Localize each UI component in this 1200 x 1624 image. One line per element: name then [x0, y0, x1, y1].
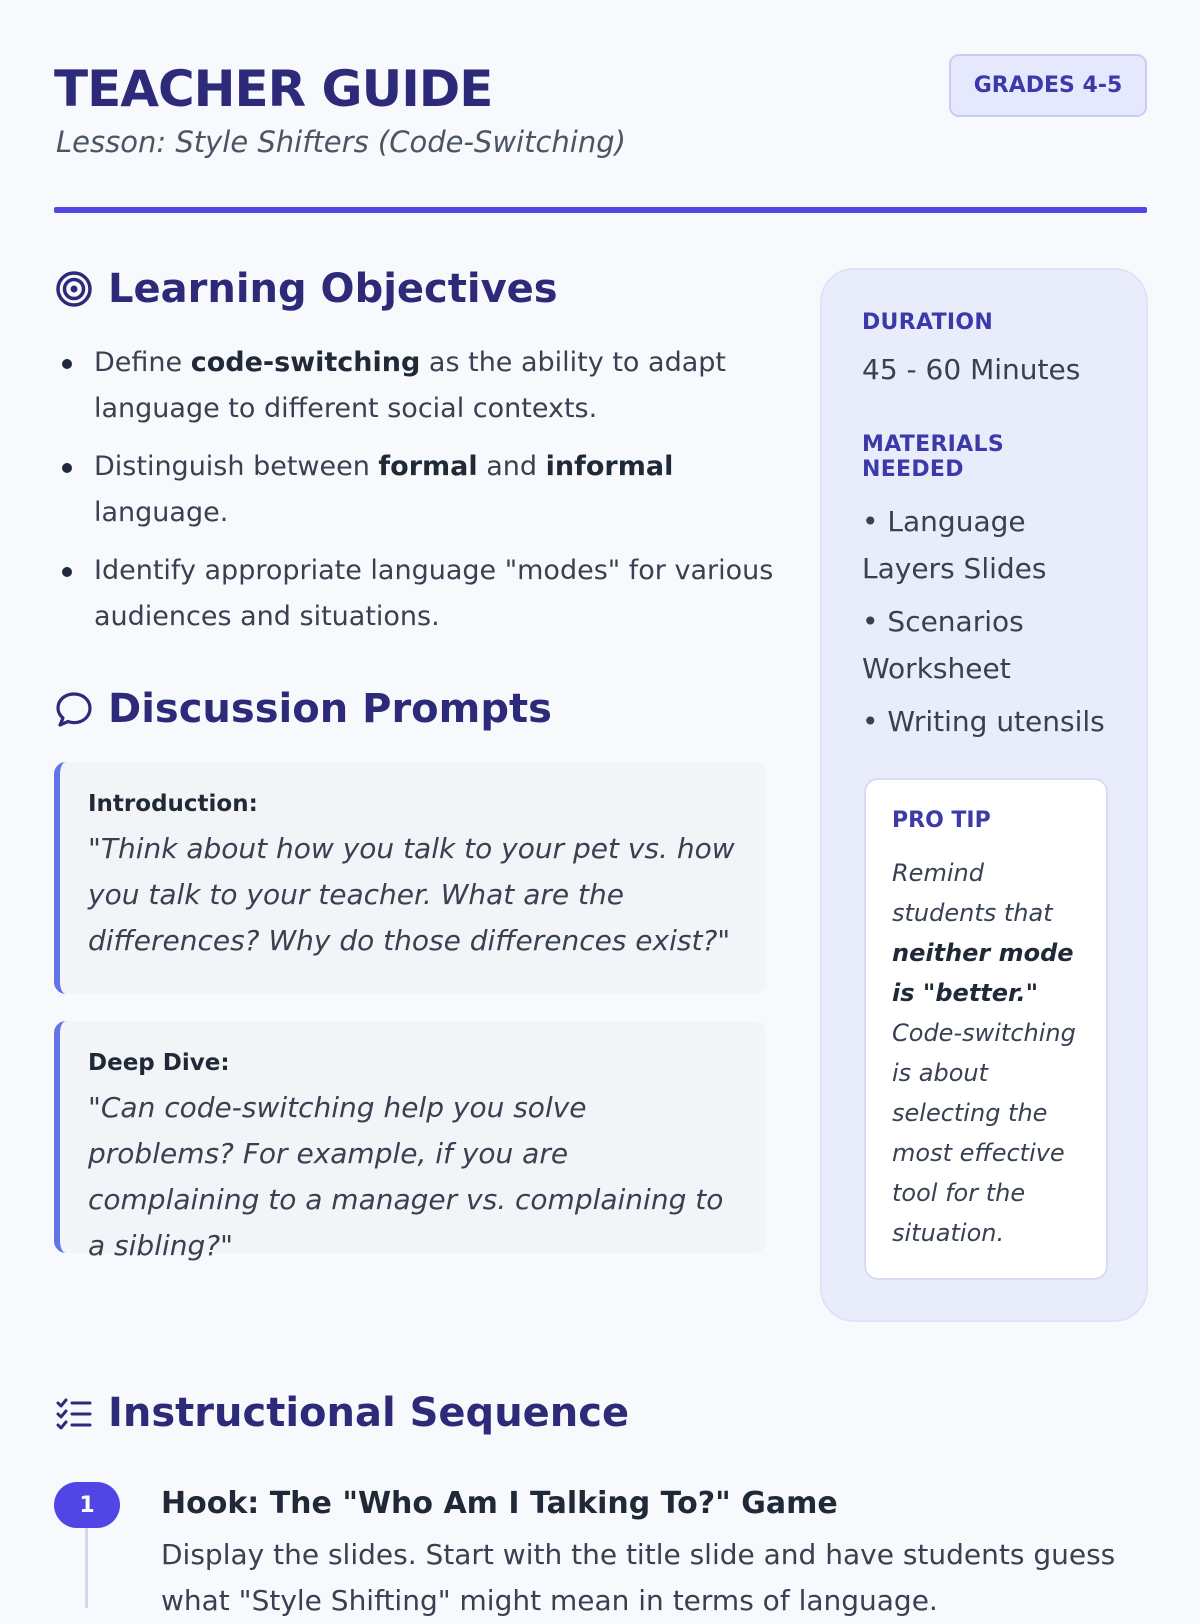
discussion-heading: [54, 686, 552, 732]
list-item: Distinguish between formal and informal language.: [60, 444, 780, 536]
lesson-subtitle: Lesson: Style Shifters (Code-Switching): [56, 125, 626, 159]
objectives-heading: [54, 266, 558, 312]
header-divider: [54, 207, 1147, 213]
lesson-info-sidebar: [820, 268, 1148, 1322]
list-item: Define code-switching as the ability to adapt language to different social contexts.: [60, 340, 780, 432]
section-title: Learning Objectives: [108, 266, 558, 312]
prompt-quote: "Can code-switching help you solve problems? For example, if you are complaining to a manager vs. complaining to a sibling?": [88, 1091, 724, 1262]
materials-label: MATERIALS NEEDED: [862, 432, 1004, 482]
prompt-label: Deep Dive:: [88, 1050, 230, 1076]
grade-badge: GRADES 4-5: [949, 54, 1147, 117]
list-item: Identify appropriate language "modes" for various audiences and situations.: [60, 548, 780, 640]
prompt-quote: "Think about how you talk to your pet vs. how you talk to your teacher. What are the differences? Why do those differences exist?": [88, 832, 735, 957]
target-icon: [54, 269, 94, 309]
step-number: 1: [54, 1482, 120, 1528]
duration-value: 45 - 60 Minutes: [862, 353, 1081, 386]
prompt-card-deep-dive: [54, 1021, 766, 1262]
section-title: Instructional Sequence: [108, 1390, 630, 1436]
pro-tip-text: Remind students that neither mode is "better." Code-switching is about selecting the most effective tool for the situation.: [892, 859, 1076, 1247]
duration-label: DURATION: [862, 310, 994, 335]
pro-tip-card: [864, 778, 1108, 1280]
guide-header: [54, 52, 1147, 214]
checklist-icon: [54, 1393, 94, 1433]
prompt-card-introduction: [54, 762, 766, 994]
chat-bubble-icon: [54, 689, 94, 729]
objectives-list: [60, 340, 780, 652]
materials-list: [862, 498, 1106, 745]
step-description: Display the slides. Start with the title slide and have students guess what "Style Shifting" might mean in terms of language.: [161, 1538, 1116, 1617]
list-item: • Writing utensils: [862, 705, 1105, 738]
page-title: TEACHER GUIDE: [54, 60, 493, 118]
prompt-label: Introduction:: [88, 791, 258, 817]
pro-tip-label: PRO TIP: [892, 808, 991, 833]
list-item: • Language Layers Slides: [862, 505, 1047, 585]
list-item: • Scenarios Worksheet: [862, 605, 1024, 685]
section-title: Discussion Prompts: [108, 686, 552, 732]
sequence-heading: [54, 1390, 629, 1436]
step-connector: [85, 1528, 88, 1608]
step-title: Hook: The "Who Am I Talking To?" Game: [161, 1486, 838, 1521]
